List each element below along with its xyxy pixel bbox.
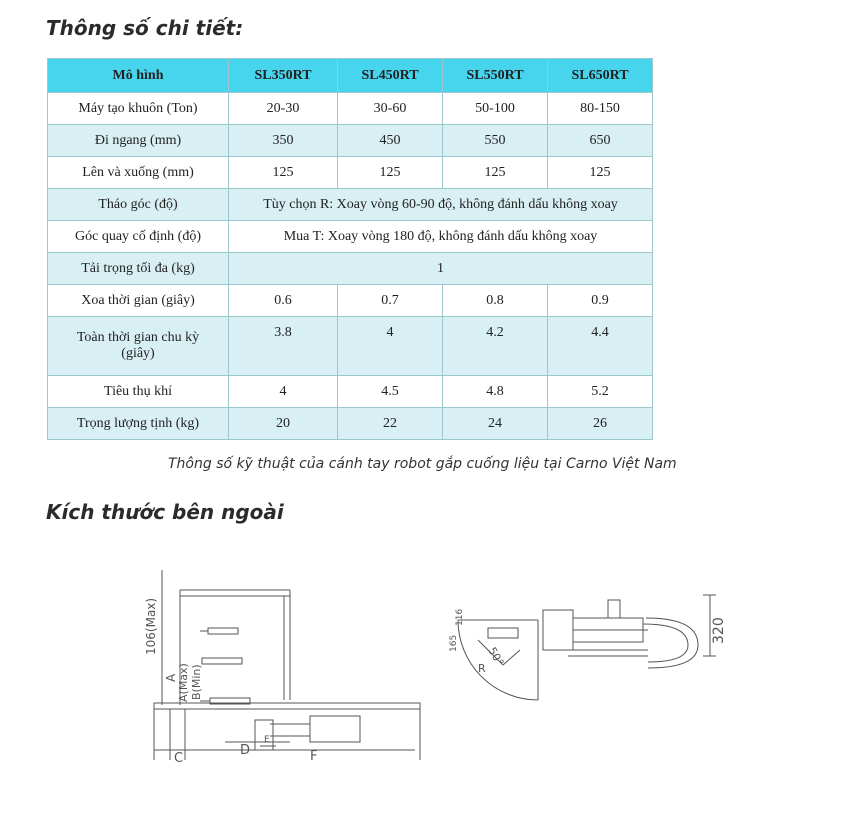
top-view-drawing [448,590,728,710]
cell: 350 [229,125,338,157]
table-row [48,408,653,440]
row-label: Lên và xuống (mm) [48,157,229,189]
cell: 0.9 [548,285,653,317]
dim-label-c: C [174,751,184,766]
row-label: Máy tạo khuôn (Ton) [48,93,229,125]
cell: 80-150 [548,93,653,125]
merged-cell: 1 [229,253,653,285]
dim-label-r: R [478,662,486,675]
cell: 22 [338,408,443,440]
table-row [48,317,653,376]
cell: 125 [338,157,443,189]
dim-label-50: 50° [485,645,507,669]
spec-table [47,58,653,440]
dim-label-106: 106(Max) [144,597,158,655]
cell: 20 [229,408,338,440]
table-row [48,221,653,253]
cell: 4.8 [443,376,548,408]
cell: 550 [443,125,548,157]
dim-label-116: 116 [455,608,465,626]
cell: 4.2 [443,317,548,376]
row-label-line: (giây) [121,346,155,361]
cell: 4.5 [338,376,443,408]
row-label: Xoa thời gian (giây) [48,285,229,317]
table-row [48,125,653,157]
merged-cell: Tùy chọn R: Xoay vòng 60-90 độ, không đánh dấu không xoay [229,189,653,221]
cell: 125 [548,157,653,189]
row-label: Góc quay cố định (độ) [48,221,229,253]
table-row [48,376,653,408]
section-title-specs: Thông số chi tiết: [46,16,244,40]
cell: 24 [443,408,548,440]
cell: 0.7 [338,285,443,317]
cell: 50-100 [443,93,548,125]
table-row [48,253,653,285]
cell: 5.2 [548,376,653,408]
cell: 30-60 [338,93,443,125]
cell: 3.8 [229,317,338,376]
row-label: Tháo góc (độ) [48,189,229,221]
row-label-line: Toàn thời gian chu kỳ [76,330,200,345]
cell: 0.6 [229,285,338,317]
dim-label-320: 320 [711,617,727,644]
table-row [48,285,653,317]
dim-label-165: 165 [449,634,459,652]
cell: 650 [548,125,653,157]
side-view-drawing [140,560,430,770]
cell: 4.4 [548,317,653,376]
row-label: Trọng lượng tịnh (kg) [48,408,229,440]
header-cell: SL350RT [229,59,338,93]
section-title-dimensions: Kích thước bên ngoài [46,500,284,524]
dim-label-a: A [164,673,178,682]
merged-cell: Mua T: Xoay vòng 180 độ, không đánh dấu không xoay [229,221,653,253]
cell: 4 [229,376,338,408]
row-label: Đi ngang (mm) [48,125,229,157]
table-row [48,157,653,189]
dim-label-amax: A(Max) [177,663,190,702]
cell: 125 [229,157,338,189]
cell: 450 [338,125,443,157]
header-cell: SL650RT [548,59,653,93]
dim-label-e: E [264,735,270,745]
header-cell: SL550RT [443,59,548,93]
cell: 4 [338,317,443,376]
table-row [48,93,653,125]
cell: 20-30 [229,93,338,125]
header-cell: Mô hình [48,59,229,93]
cell: 125 [443,157,548,189]
table-header-row [48,59,653,93]
dim-label-f: F [310,749,318,764]
row-label: Tiêu thụ khí [48,376,229,408]
row-label [48,317,229,376]
cell: 0.8 [443,285,548,317]
header-cell: SL450RT [338,59,443,93]
table-row [48,189,653,221]
row-label: Tải trọng tối đa (kg) [48,253,229,285]
dim-label-d: D [240,743,251,758]
dim-label-bmin: B(Min) [190,664,203,700]
table-caption: Thông số kỹ thuật của cánh tay robot gắp cuống liệu tại Carno Việt Nam [168,456,677,472]
cell: 26 [548,408,653,440]
